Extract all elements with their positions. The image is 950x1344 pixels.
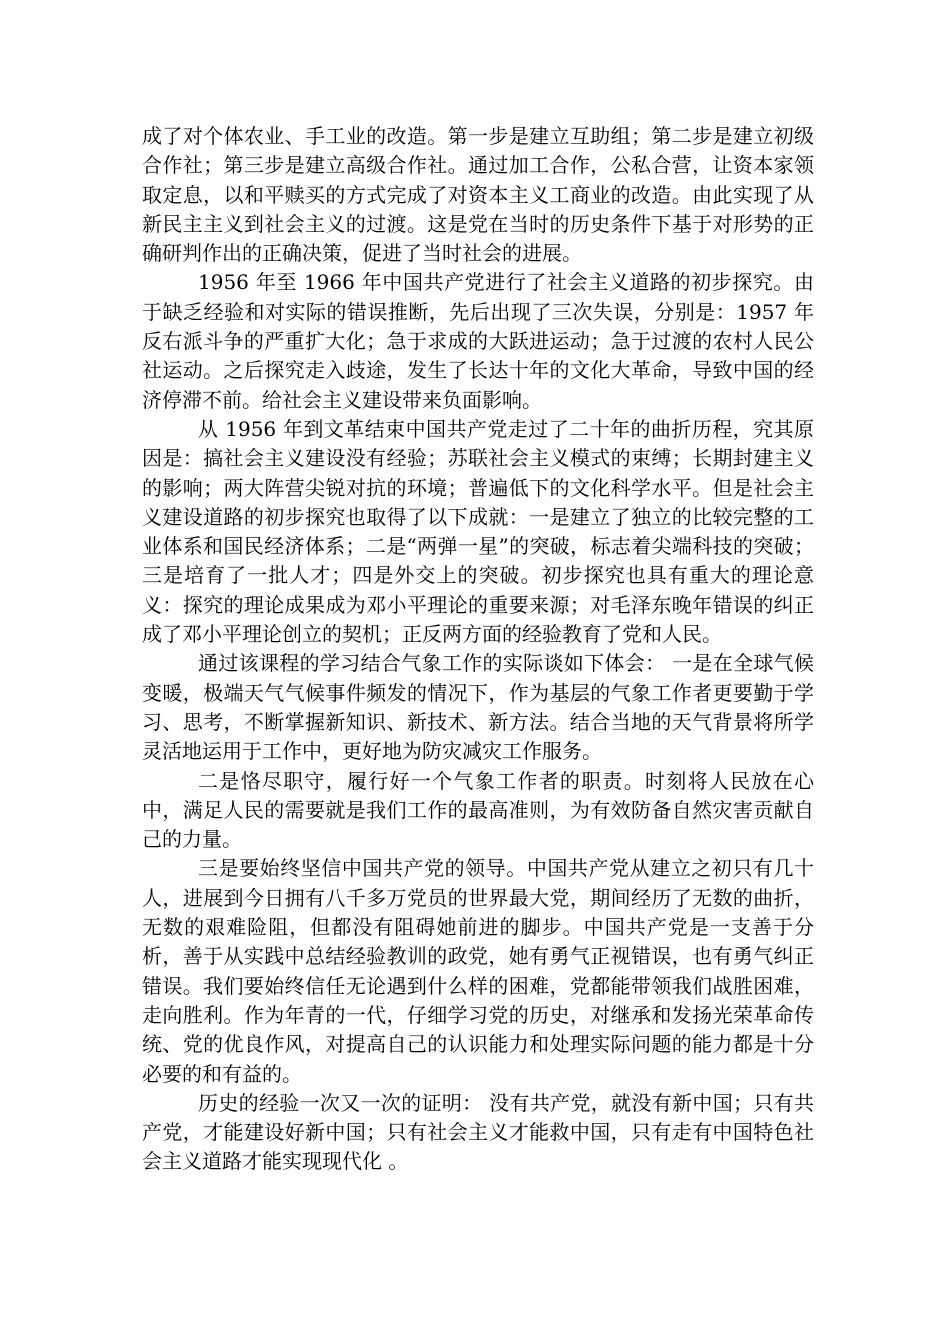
paragraph-initial-exploration: 1956 年至 1966 年中国共产党进行了社会主义道路的初步探究。由于缺乏经验和对实际的错误推断，先后出现了三次失误，分别是：1957 年反右派斗争的严重扩大化；急于求成的大跃进运动；急于过渡的农村人民公社运动。之后探究走入歧途，发生了长达十年的文化大革命，导致中国的经济停滞不前。给社会主义建设带来负面影响。 xyxy=(142,270,814,412)
paragraph-historical-lesson: 历史的经验一次又一次的证明： 没有共产党，就没有新中国；只有共产党，才能建设好新中国；只有社会主义才能救中国，只有走有中国特色社会主义道路才能实现现代化 。 xyxy=(142,1090,814,1174)
paragraph-reflection-three: 三是要始终坚信中国共产党的领导。中国共产党从建立之初只有几十人，进展到今日拥有八千多万党员的世界最大党，期间经历了无数的曲折，无数的艰难险阻，但都没有阻碍她前进的脚步。中国共产党是一支善于分析，善于从实践中总结经验教训的政党，她有勇气正视错误，也有勇气纠正错误。我们要始终信任无论遇到什么样的困难，党都能带领我们战胜困难，走向胜利。作为年青的一代，仔细学习党的历史，对继承和发扬光荣革命传统、党的优良作风，对提高自己的认识能力和处理实际问题的能力都是十分必要的和有益的。 xyxy=(142,856,814,1086)
paragraph-twenty-years-course: 从 1956 年到文革结束中国共产党走过了二十年的曲折历程，究其原因是：搞社会主义建设没有经验；苏联社会主义模式的束缚；长期封建主义的影响；两大阵营尖锐对抗的环境；普遍低下的文化科学水平。但是社会主义建设道路的初步探究也取得了以下成就：一是建立了独立的比较完整的工业体系和国民经济体系；二是“两弹一星”的突破，标志着尖端科技的突破；三是培育了一批人才；四是外交上的突破。初步探究也具有重大的理论意义：探究的理论成果成为邓小平理论的重要来源；对毛泽东晚年错误的纠正成了邓小平理论创立的契机；正反两方面的经验教育了党和人民。 xyxy=(142,416,814,647)
paragraph-reform-completion: 成了对个体农业、手工业的改造。第一步是建立互助组；第二步是建立初级合作社；第三步是建立高级合作社。通过加工合作，公私合营，让资本家领取定息，以和平赎买的方式完成了对资本主义工商业的改造。由此实现了从新民主主义到社会主义的过渡。这是党在当时的历史条件下基于对形势的正确研判作出的正确决策，促进了当时社会的进展。 xyxy=(142,124,814,266)
paragraph-reflection-two: 二是恪尽职守，履行好一个气象工作者的职责。时刻将人民放在心中，满足人民的需要就是我们工作的最高准则，为有效防备自然灾害贡献自己的力量。 xyxy=(142,768,814,852)
paragraph-reflection-one: 通过该课程的学习结合气象工作的实际谈如下体会： 一是在全球气候变暖，极端天气气候事件频发的情况下，作为基层的气象工作者更要勤于学习、思考，不断掌握新知识、新技术、新方法。结合当地的天气背景将所学灵活地运用于工作中，更好地为防灾减灾工作服务。 xyxy=(142,651,814,764)
document-body xyxy=(142,122,814,1177)
